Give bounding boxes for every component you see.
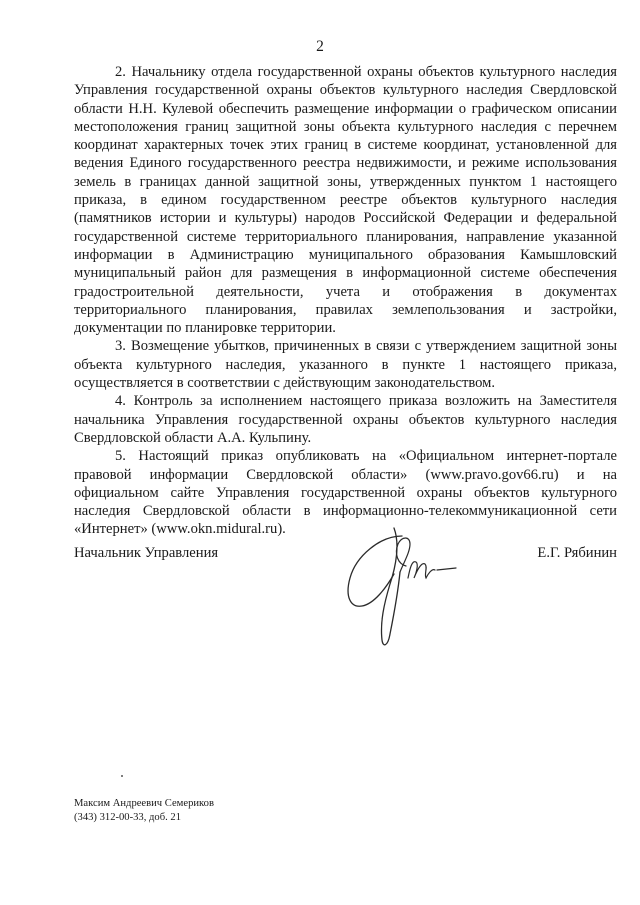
contact-info xyxy=(74,797,214,824)
stray-mark xyxy=(121,775,123,777)
contact-person: Максим Андреевич Семериков xyxy=(74,798,214,809)
paragraph-4: 4. Контроль за исполнением настоящего приказа возложить на Заместителя начальника Управления государственной охраны объектов культурного наследия Свердловской области А.А. Кульпину. xyxy=(74,393,617,446)
paragraph-2: 2. Начальнику отдела государственной охраны объектов культурного наследия Управления государственной охраны объектов культурного наследия Свердловской области Н.Н. Кулевой обеспечить размещение информации о графическом описании местоположения границ защитной зоны объекта культурного наследия с перечнем координат характерных точек этих границ в системе координат, установленной для ведения Единого государственного реестра недвижимости, и режиме использования земель в границах данной защитной зоны, утвержденных пунктом 1 настоящего приказа, в едином государственном реестре объектов культурного наследия (памятников истории и культуры) народов Российской Федерации и федеральной государственной системе территориального планирования, направление указанной информации в Администрацию муниципального образования Камышловский муниципальный район для размещения в информационной системе обеспечения градостроительной деятельности, учета и отображения в документах территориального планирования, правилах землепользования и застройки, документации по планировке территории. xyxy=(74,64,617,337)
handwritten-signature xyxy=(340,522,470,652)
page-number: 2 xyxy=(316,38,324,55)
paragraph-5: 5. Настоящий приказ опубликовать на «Официальном интернет-портале правовой информации Свердловской области» (www.pravo.gov66.ru) и на официальном сайте Управления государственной охраны объектов культурного наследия Свердловской области в информационно-телекоммуникационной сети «Интернет» (www.okn.midural.ru). xyxy=(74,448,617,538)
signatory-name: Е.Г. Рябинин xyxy=(537,545,617,561)
paragraph-3: 3. Возмещение убытков, причиненных в связи с утверждением защитной зоны объекта культурного наследия, указанного в пункте 1 настоящего приказа, осуществляется в соответствии с действующим законодательством. xyxy=(74,338,617,392)
signatory-position: Начальник Управления xyxy=(74,545,219,561)
contact-phone: (343) 312-00-33, доб. 21 xyxy=(74,811,181,823)
document-body xyxy=(74,63,617,539)
